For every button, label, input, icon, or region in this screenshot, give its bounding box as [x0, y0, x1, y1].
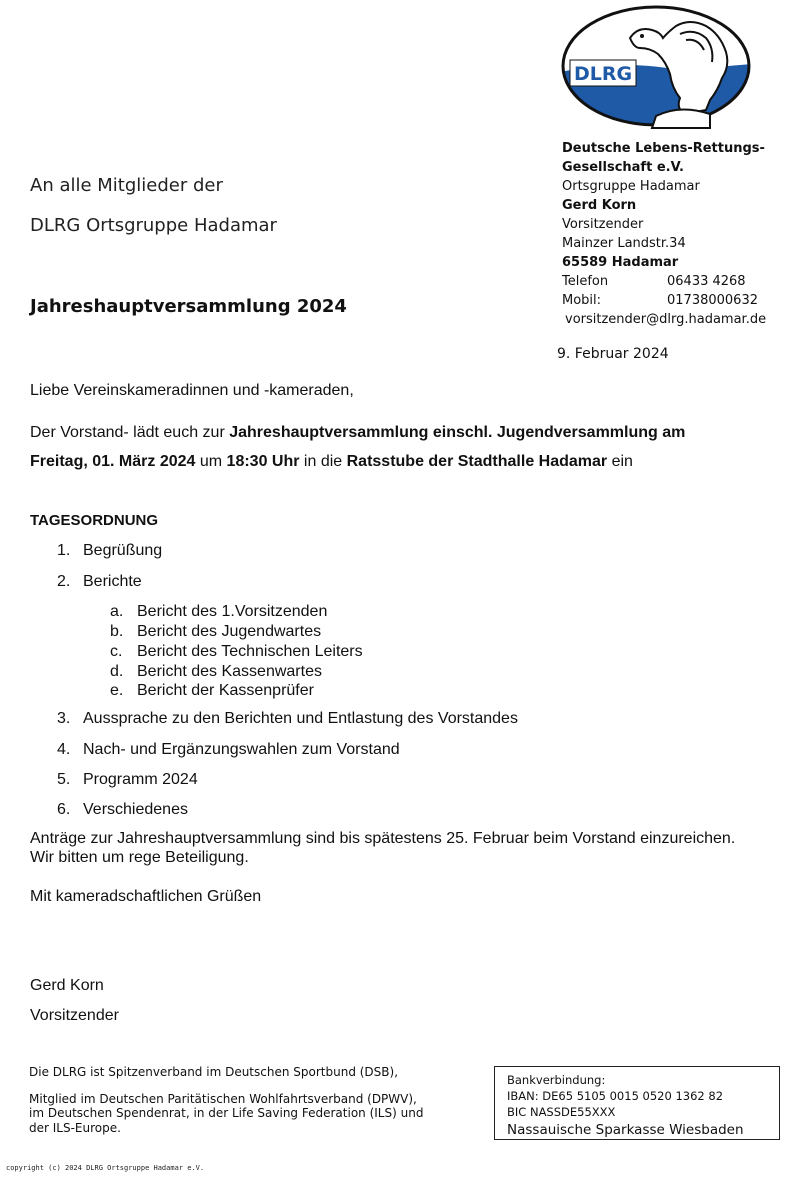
letter-subject: Jahreshauptversammlung 2024 [30, 296, 347, 317]
mobile-number: 01738000632 [667, 293, 758, 308]
agenda-item-text: Begrüßung [83, 542, 163, 559]
closing-note2: Wir bitten um rege Beteiligung. [30, 849, 249, 866]
agenda-item-number: 4. [57, 741, 71, 758]
agenda-item-number: 5. [57, 771, 71, 788]
recipient-line1: An alle Mitglieder der [30, 175, 223, 196]
invitation-event: Jahreshauptversammlung einschl. Jugendversammlung am [229, 424, 686, 441]
agenda-subitem-letter: c. [110, 643, 123, 660]
agenda-item-number: 3. [57, 710, 71, 727]
agenda-item [57, 741, 400, 759]
invitation-text-in: in die [299, 453, 347, 470]
agenda-item-text: Verschiedenes [83, 801, 188, 818]
agenda-subitem [110, 642, 363, 662]
phone-label: Telefon [562, 274, 609, 289]
bank-iban: IBAN: DE65 5105 0015 0520 1362 82 [507, 1089, 724, 1103]
invitation-location: Ratsstube der Stadthalle Hadamar [346, 453, 608, 470]
sender-email: vorsitzender@dlrg.hadamar.de [565, 312, 767, 327]
agenda-item-number: 1. [57, 542, 71, 559]
copyright-notice: copyright (c) 2024 DLRG Ortsgruppe Hadamar e.V. [6, 1164, 205, 1172]
dlrg-logo [560, 4, 752, 130]
agenda-title: TAGESORDNUNG [30, 512, 159, 529]
signature-name: Gerd Korn [30, 977, 104, 994]
agenda-subitem-letter: e. [110, 682, 124, 699]
bank-name: Nassauische Sparkasse Wiesbaden [507, 1122, 744, 1138]
agenda-subitem-text: Bericht des Technischen Leiters [137, 643, 363, 660]
footer-line4: der ILS-Europe. [29, 1120, 121, 1135]
invitation-time: 18:30 Uhr [226, 453, 300, 470]
signature-role: Vorsitzender [30, 1007, 119, 1024]
phone-number: 06433 4268 [667, 274, 746, 289]
sender-role: Vorsitzender [562, 217, 644, 232]
invitation-text-ein: ein [607, 453, 633, 470]
agenda-item [57, 771, 198, 789]
sender-street: Mainzer Landstr.34 [562, 236, 686, 251]
agenda-item [57, 573, 142, 591]
bank-details-box [494, 1066, 780, 1140]
invitation-date: Freitag, 01. März 2024 [30, 453, 196, 470]
agenda-item [57, 801, 188, 819]
agenda-subitem [110, 662, 322, 682]
agenda-subitem [110, 602, 327, 622]
sender-group: Ortsgruppe Hadamar [562, 179, 700, 194]
agenda-subitem-letter: a. [110, 603, 124, 620]
closing-note1: Anträge zur Jahreshauptversammlung sind bis spätestens 25. Februar beim Vorstand einzureichen. [30, 830, 736, 847]
footer-line1: Die DLRG ist Spitzenverband im Deutschen Sportbund (DSB), [29, 1065, 399, 1079]
sender-mobile-row [562, 291, 766, 310]
footer-line3: im Deutschen Spendenrat, in der Life Saving Federation (ILS) und [29, 1106, 424, 1120]
sender-org-line1: Deutsche Lebens-Rettungs- [562, 141, 765, 156]
sender-org-line2: Gesellschaft e.V. [562, 160, 684, 175]
logo-text: DLRG [573, 63, 633, 85]
footer-line2: Mitglied im Deutschen Paritätischen Wohlfahrtsverband (DPWV), [29, 1091, 417, 1106]
agenda-item-text: Aussprache zu den Berichten und Entlastung des Vorstandes [83, 710, 518, 727]
agenda-item-text: Nach- und Ergänzungswahlen zum Vorstand [83, 741, 400, 758]
sender-city: 65589 Hadamar [562, 255, 679, 270]
agenda-subitem-letter: b. [110, 623, 124, 640]
agenda-item-text: Berichte [83, 573, 142, 590]
recipient-block [30, 166, 277, 246]
agenda-subitem-text: Bericht des Jugendwartes [137, 623, 322, 640]
agenda-subitem-text: Bericht des 1.Vorsitzenden [137, 603, 328, 620]
closing-regards: Mit kameradschaftlichen Grüßen [30, 888, 262, 905]
agenda-subitem [110, 681, 314, 701]
agenda-item-text: Programm 2024 [83, 771, 198, 788]
bank-bic: BIC NASSDE55XXX [507, 1105, 616, 1119]
sender-phone-row [562, 272, 766, 291]
agenda-subitem-letter: d. [110, 663, 124, 680]
invitation-text: Der Vorstand- lädt euch zur [30, 424, 230, 441]
agenda-subitem-text: Bericht des Kassenwartes [137, 663, 322, 680]
agenda-item-number: 2. [57, 573, 71, 590]
invitation-line1 [30, 424, 685, 442]
agenda-item-number: 6. [57, 801, 71, 818]
greeting: Liebe Vereinskameradinnen und -kameraden, [30, 382, 354, 399]
mobile-label: Mobil: [562, 293, 602, 308]
recipient-line2: DLRG Ortsgruppe Hadamar [30, 215, 277, 236]
footer-affiliations [29, 1065, 423, 1135]
agenda-subitem [110, 622, 321, 642]
invitation-text-um: um [195, 453, 227, 470]
agenda-item [57, 542, 162, 560]
invitation-line2 [30, 453, 633, 471]
sender-name: Gerd Korn [562, 198, 637, 213]
agenda-subitem-text: Bericht der Kassenprüfer [137, 682, 314, 699]
bank-label: Bankverbindung: [507, 1073, 606, 1087]
letter-date: 9. Februar 2024 [557, 346, 669, 362]
agenda-item [57, 710, 518, 728]
sender-block [562, 139, 766, 329]
